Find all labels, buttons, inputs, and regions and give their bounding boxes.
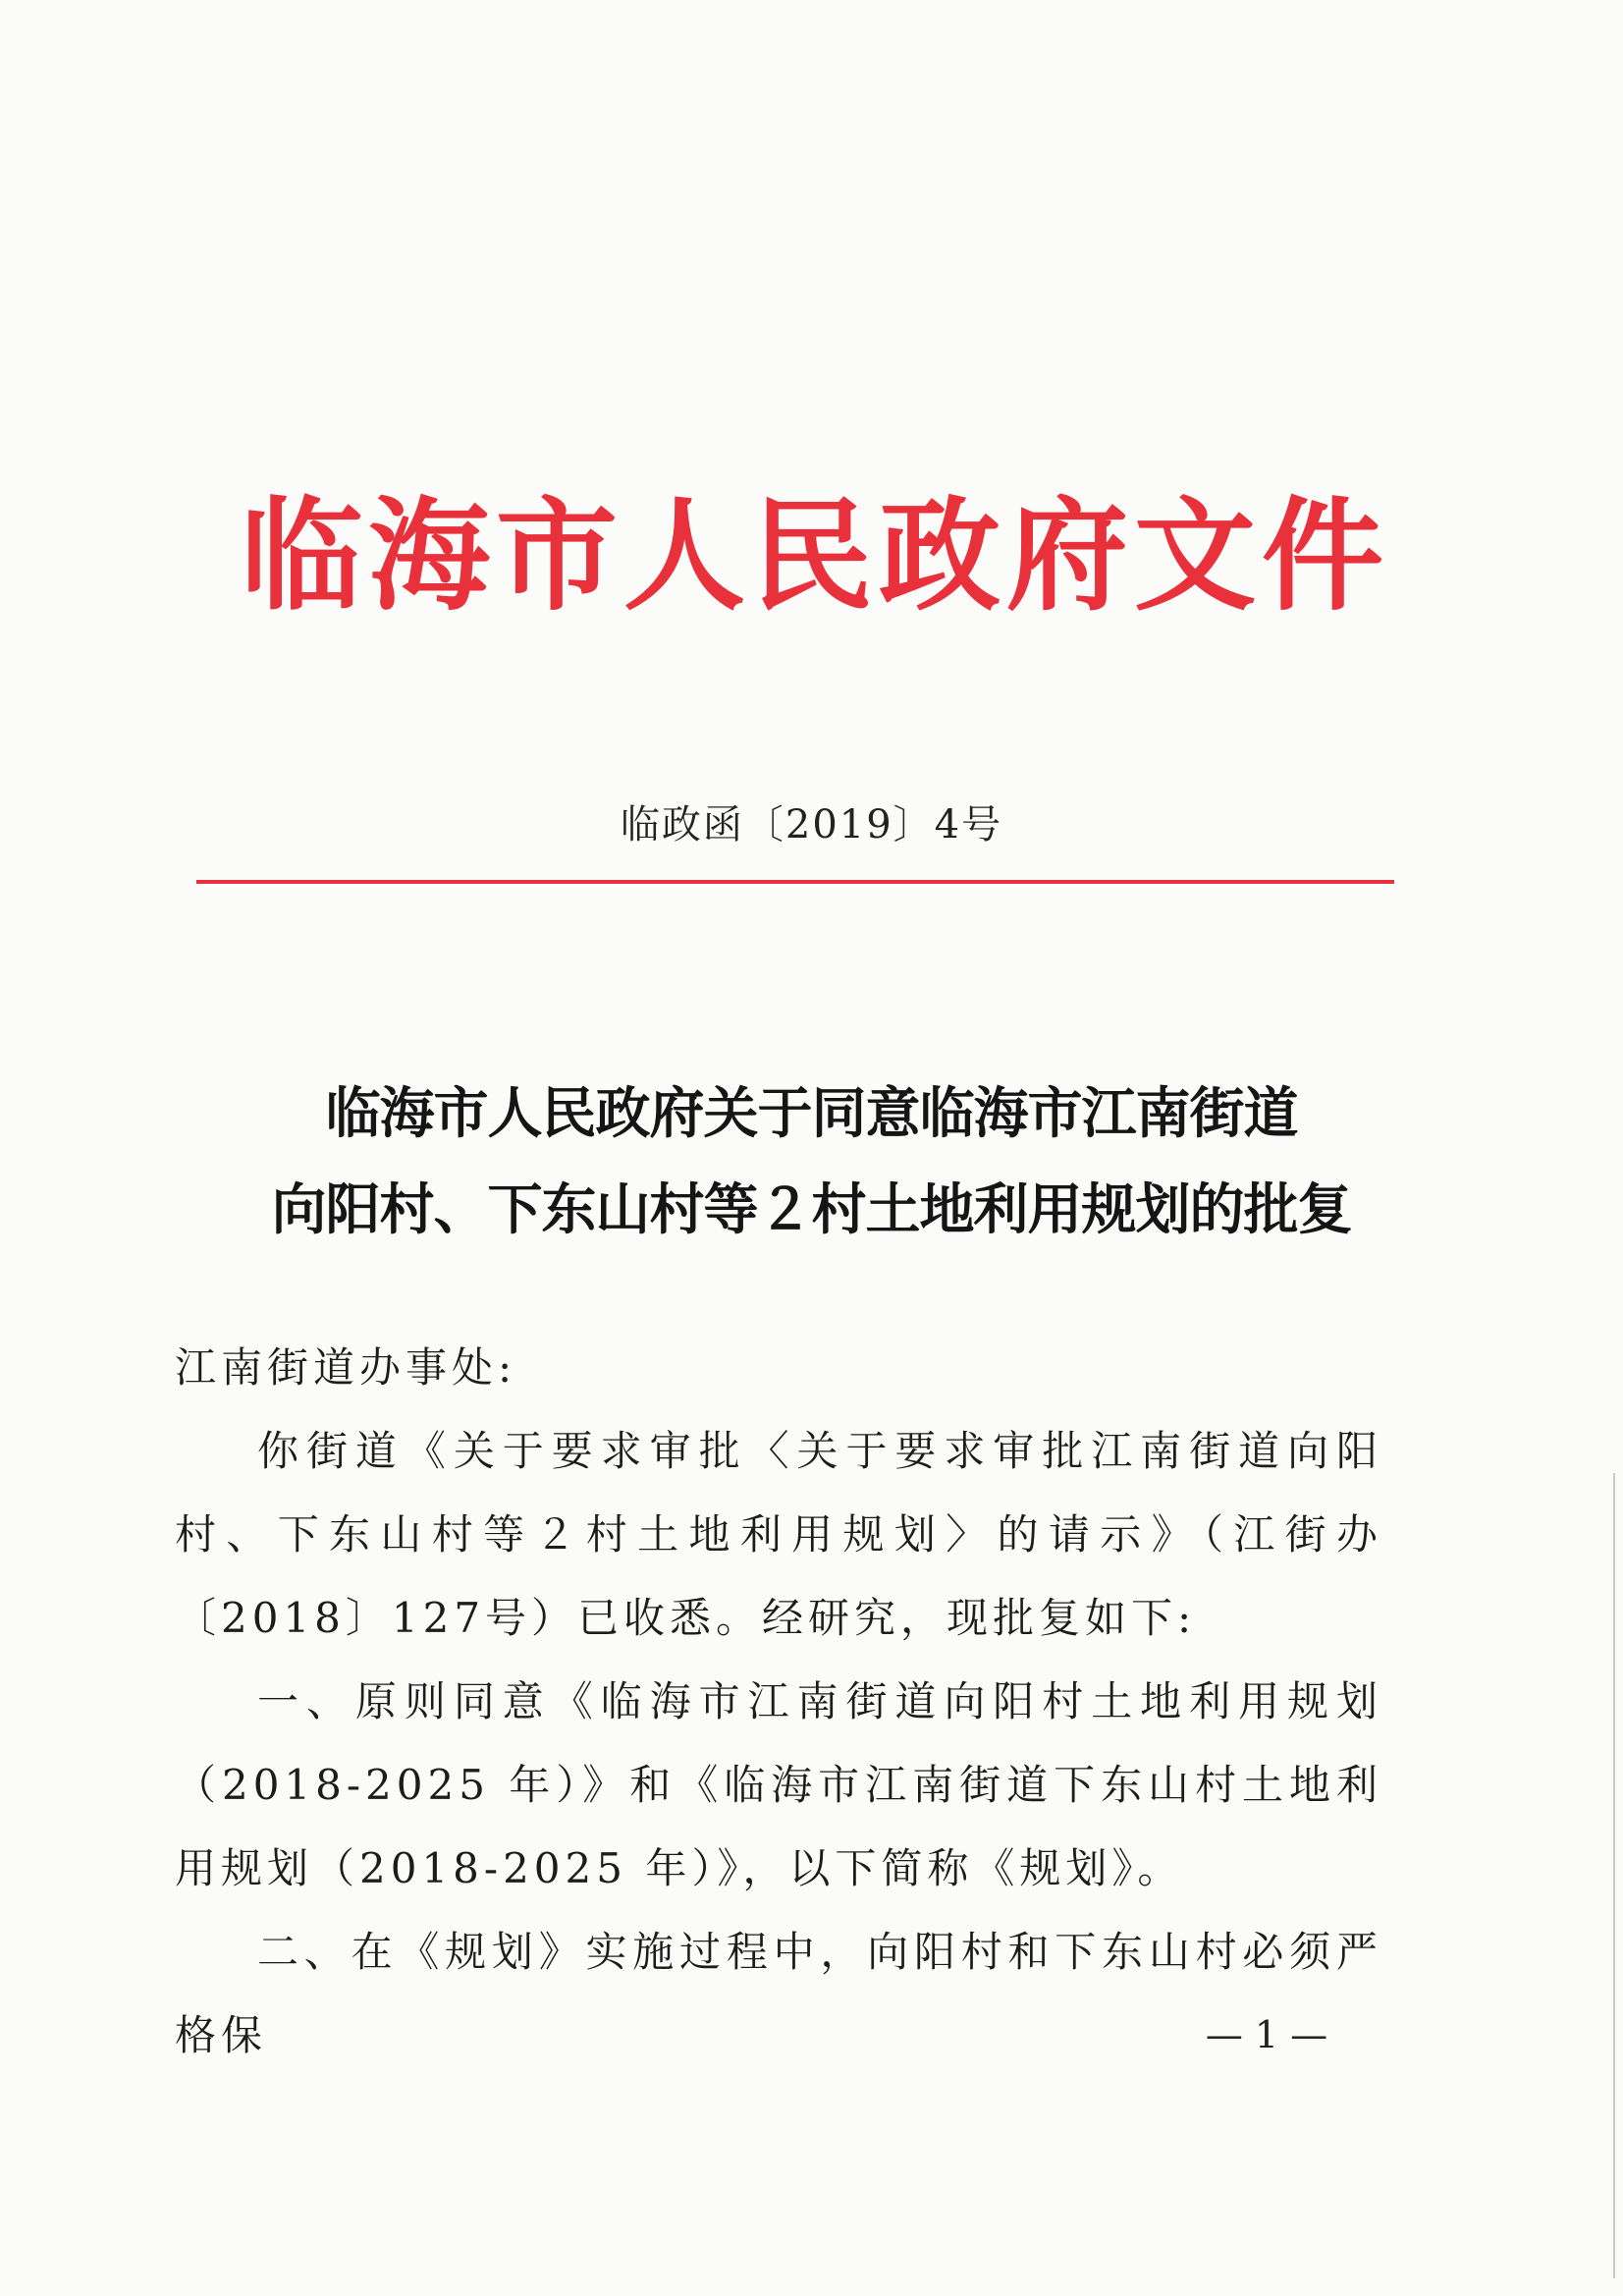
body-paragraph-3: 二、在《规划》实施过程中，向阳村和下东山村必须严格保 — [175, 1928, 1382, 2059]
subject-line-2: 向阳村、下东山村等２村土地利用规划的批复 — [271, 1177, 1352, 1242]
subject-line-1: 临海市人民政府关于同意临海市江南街道 — [325, 1081, 1298, 1146]
document-subject — [0, 1066, 1623, 1258]
document-body — [175, 1326, 1382, 2077]
body-paragraph-1: 你街道《关于要求审批〈关于要求审批江南街道向阳村、下东山村等２村土地利用规划〉的请示》（江街办〔2018〕127号）已收悉。经研究，现批复如下: — [175, 1427, 1382, 1642]
red-separator-rule — [196, 880, 1394, 884]
body-paragraph-2: 一、原则同意《临海市江南街道向阳村土地利用规划（2018-2025 年）》和《临海市江南街道下东山村土地利用规划（2018-2025 年）》，以下简称《规划》。 — [175, 1677, 1382, 1892]
salutation: 江南街道办事处: — [175, 1343, 517, 1392]
page-number: — 1 — — [1205, 2013, 1328, 2056]
document-number: 临政函〔2019〕4号 — [620, 802, 1003, 847]
scan-edge-line — [1613, 1473, 1615, 2278]
document-header-title: 临海市人民政府文件 — [240, 485, 1389, 628]
